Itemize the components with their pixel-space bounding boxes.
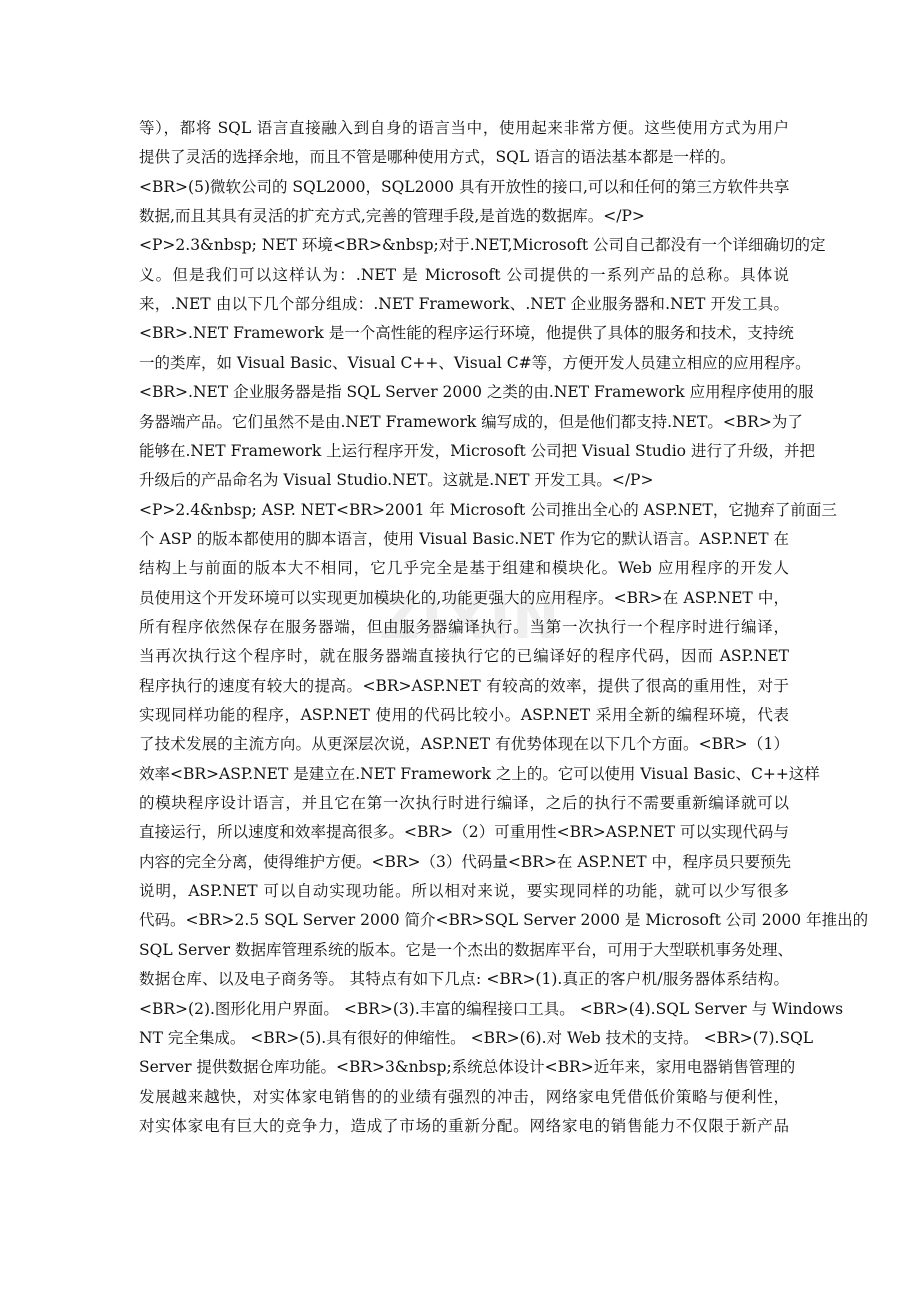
text-line: 实现同样功能的程序，ASP.NET 使用的代码比较小。ASP.NET 采用全新的编程环境，代表 [139, 706, 789, 724]
text-line: <BR>.NET 企业服务器是指 SQL Server 2000 之类的由.NET Framework 应用程序使用的服 [139, 383, 814, 401]
text-line: 说明，ASP.NET 可以自动实现功能。所以相对来说，要实现同样的功能，就可以少写很多 [139, 882, 789, 900]
text-line: 个 ASP 的版本都使用的脚本语言，使用 Visual Basic.NET 作为它的默认语言。ASP.NET 在 [139, 530, 789, 548]
text-line: <P>2.3&nbsp; NET 环境<BR>&nbsp;对于.NET,Microsoft 公司自己都没有一个详细确切的定 [139, 236, 826, 254]
text-line: 代码。<BR>2.5 SQL Server 2000 简介<BR>SQL Server 2000 是 Microsoft 公司 2000 年推出的 [139, 911, 869, 929]
text-line: 数据,而且其具有灵活的扩充方式,完善的管理手段,是首选的数据库。</P> [139, 207, 645, 225]
text-line: 提供了灵活的选择余地，而且不管是哪种使用方式，SQL 语言的语法基本都是一样的。 [139, 148, 736, 166]
text-line: 结构上与前面的版本大不相同，它几乎完全是基于组建和模块化。Web 应用程序的开发人 [139, 559, 789, 577]
text-line: 所有程序依然保存在服务器端，但由服务器编译执行。当第一次执行一个程序时进行编译， [139, 618, 789, 636]
text-line: 直接运行，所以速度和效率提高很多。<BR>（2）可重用性<BR>ASP.NET 可以实现代码与 [139, 823, 789, 841]
text-line: <BR>.NET Framework 是一个高性能的程序运行环境，他提供了具体的服务和技术，支持统 [139, 324, 794, 342]
text-line: SQL Server 数据库管理系统的版本。它是一个杰出的数据库平台，可用于大型联机事务处理、 [139, 941, 794, 959]
text-line: NT 完全集成。 <BR>(5).具有很好的伸缩性。 <BR>(6).对 Web 技术的支持。 <BR>(7).SQL [139, 1029, 814, 1047]
text-line: <BR>(5)微软公司的 SQL2000，SQL2000 具有开放性的接口,可以和任何的第三方软件共享 [139, 178, 790, 196]
text-line: 发展越来越快，对实体家电销售的的业绩有强烈的冲击，网络家电凭借低价策略与便利性， [139, 1088, 789, 1106]
text-line: 对实体家电有巨大的竞争力，造成了市场的重新分配。网络家电的销售能力不仅限于新产品 [139, 1117, 789, 1135]
text-line: 来，.NET 由以下几个部分组成：.NET Framework、.NET 企业服务器和.NET 开发工具。 [139, 295, 789, 313]
text-line: 升级后的产品命名为 Visual Studio.NET。这就是.NET 开发工具。</P> [139, 471, 654, 489]
text-line: 当再次执行这个程序时，就在服务器端直接执行它的已编译好的程序代码，因而 ASP.NET [139, 647, 789, 665]
text-line: 等），都将 SQL 语言直接融入到自身的语言当中，使用起来非常方便。这些使用方式为用户 [139, 119, 789, 137]
text-line: 了技术发展的主流方向。从更深层次说，ASP.NET 有优势体现在以下几个方面。<BR>（1） [139, 735, 789, 753]
text-line: 内容的完全分离，使得维护方便。<BR>（3）代码量<BR>在 ASP.NET 中，程序员只要预先 [139, 853, 792, 871]
text-line: 数据仓库、以及电子商务等。 其特点有如下几点: <BR>(1).真正的客户机/服务器体系结构。 [139, 970, 789, 988]
text-line: 一的类库，如 Visual Basic、Visual C++、Visual C#等，方便开发人员建立相应的应用程序。 [139, 354, 811, 372]
text-line: 能够在.NET Framework 上运行程序开发，Microsoft 公司把 Visual Studio 进行了升级，并把 [139, 442, 815, 460]
text-line: 务器端产品。它们虽然不是由.NET Framework 编写成的，但是他们都支持.NET。<BR>为了 [139, 413, 803, 431]
text-line: 员使用这个开发环境可以实现更加模块化的,功能更强大的应用程序。<BR>在 ASP.NET 中， [139, 589, 789, 607]
text-line: Server 提供数据仓库功能。<BR>3&nbsp;系统总体设计<BR>近年来，家用电器销售管理的 [139, 1058, 796, 1076]
watermark-logo: ZIXIN [378, 587, 562, 652]
text-line: 程序执行的速度有较大的提高。<BR>ASP.NET 有较高的效率，提供了很高的重用性，对于 [139, 677, 789, 695]
text-line: <BR>(2).图形化用户界面。 <BR>(3).丰富的编程接口工具。 <BR>(4).SQL Server 与 Windows [139, 1000, 844, 1018]
text-line: 效率<BR>ASP.NET 是建立在.NET Framework 之上的。它可以使用 Visual Basic、C++这样 [139, 765, 820, 783]
text-line: 义。但是我们可以这样认为：.NET 是 Microsoft 公司提供的一系列产品的总称。具体说 [139, 266, 789, 284]
text-line: 的模块程序设计语言，并且它在第一次执行时进行编译，之后的执行不需要重新编译就可以 [139, 794, 789, 812]
text-line: <P>2.4&nbsp; ASP. NET<BR>2001 年 Microsoft 公司推出全心的 ASP.NET，它抛弃了前面三 [139, 501, 837, 519]
